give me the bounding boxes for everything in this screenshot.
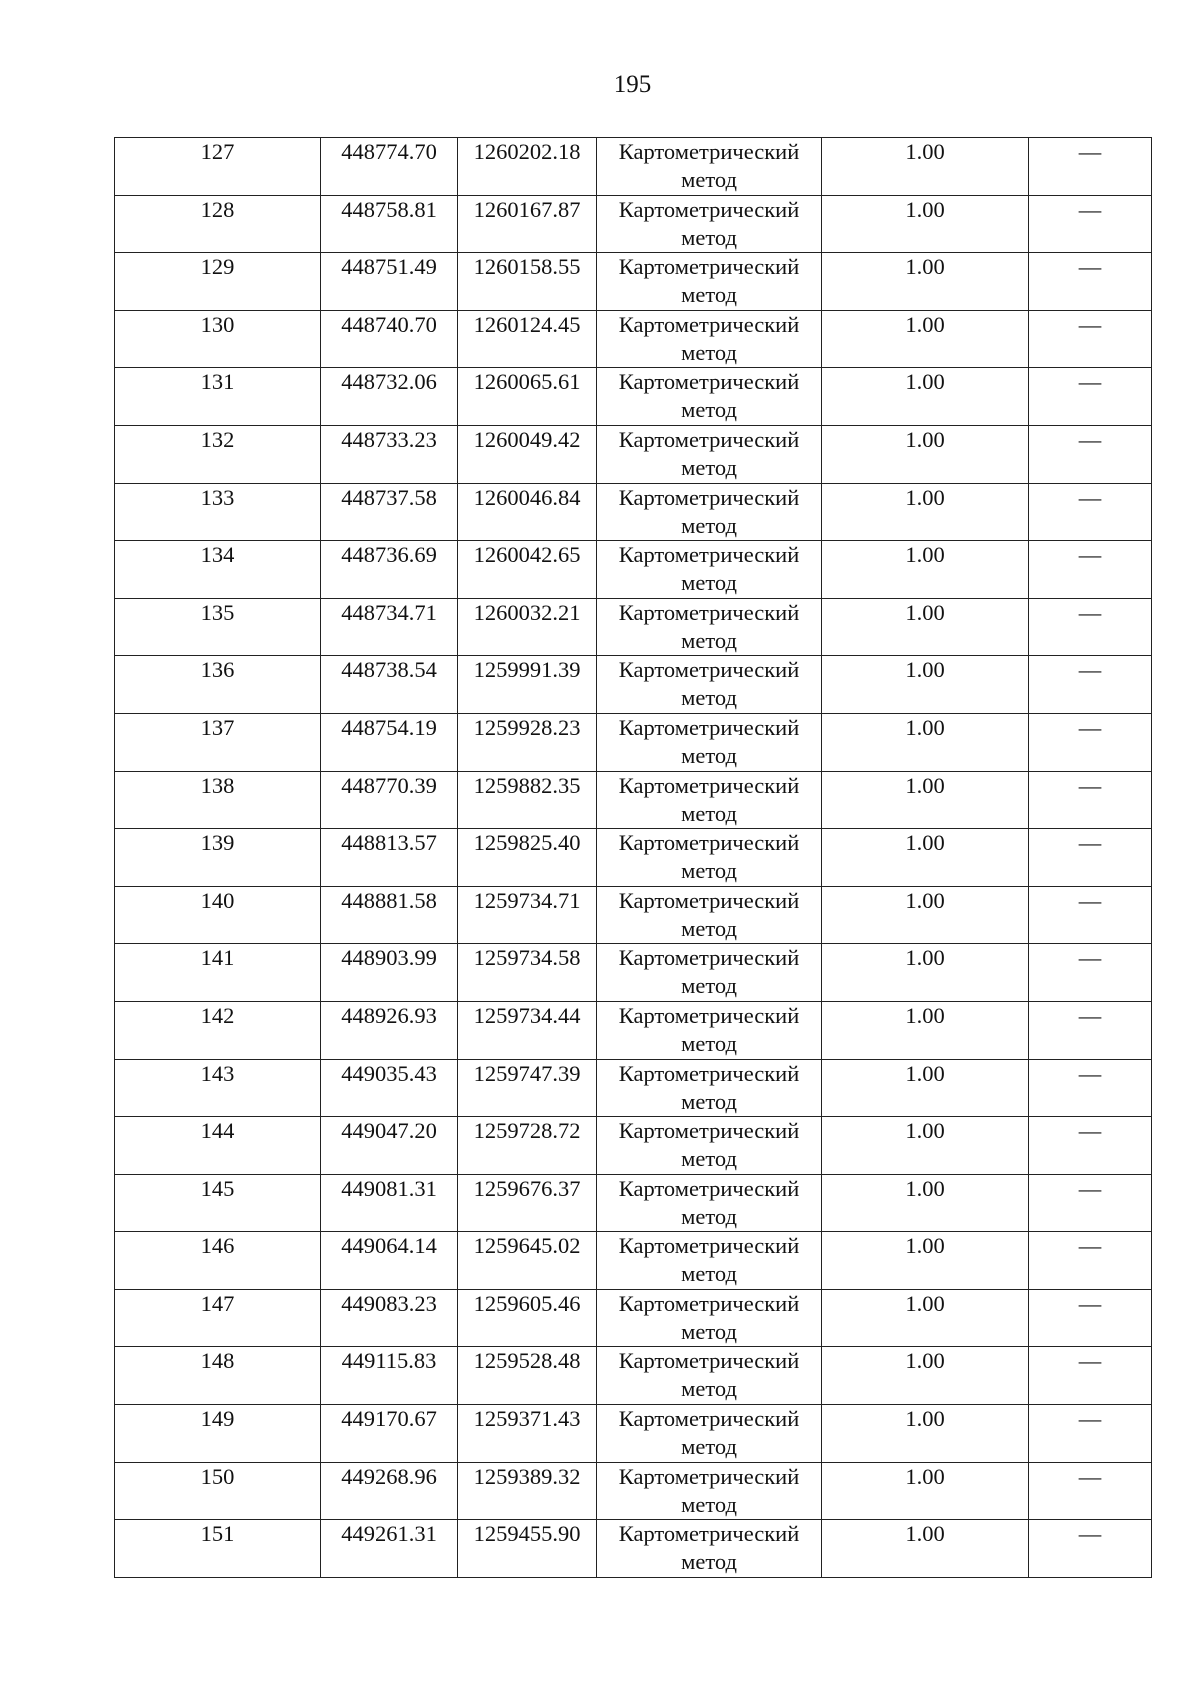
accuracy-cell: 1.00 (822, 944, 1029, 1002)
table-row (115, 368, 1152, 426)
y-coordinate-cell: 1260032.21 (458, 598, 597, 656)
note-cell: — (1029, 1405, 1152, 1463)
accuracy-cell: 1.00 (822, 713, 1029, 771)
accuracy-cell: 1.00 (822, 368, 1029, 426)
accuracy-cell: 1.00 (822, 1117, 1029, 1175)
table-row (115, 1289, 1152, 1347)
note-cell: — (1029, 1289, 1152, 1347)
table-row (115, 886, 1152, 944)
y-coordinate-cell: 1259747.39 (458, 1059, 597, 1117)
accuracy-cell: 1.00 (822, 483, 1029, 541)
table-row (115, 1347, 1152, 1405)
y-coordinate-cell: 1259928.23 (458, 713, 597, 771)
accuracy-cell: 1.00 (822, 195, 1029, 253)
accuracy-cell: 1.00 (822, 1001, 1029, 1059)
note-cell: — (1029, 195, 1152, 253)
page-number: 195 (613, 71, 652, 98)
point-number-cell: 144 (115, 1117, 321, 1175)
method-cell: Картометрический метод (597, 1001, 822, 1059)
x-coordinate-cell: 448903.99 (321, 944, 458, 1002)
table-row (115, 310, 1152, 368)
y-coordinate-cell: 1259371.43 (458, 1405, 597, 1463)
point-number-cell: 146 (115, 1232, 321, 1290)
x-coordinate-cell: 448736.69 (321, 541, 458, 599)
y-coordinate-cell: 1259645.02 (458, 1232, 597, 1290)
x-coordinate-cell: 448733.23 (321, 425, 458, 483)
method-cell: Картометрический метод (597, 713, 822, 771)
note-cell: — (1029, 656, 1152, 714)
method-cell: Картометрический метод (597, 483, 822, 541)
point-number-cell: 129 (115, 253, 321, 311)
note-cell: — (1029, 1232, 1152, 1290)
point-number-cell: 139 (115, 829, 321, 887)
point-number-cell: 145 (115, 1174, 321, 1232)
x-coordinate-cell: 448740.70 (321, 310, 458, 368)
y-coordinate-cell: 1260065.61 (458, 368, 597, 426)
accuracy-cell: 1.00 (822, 138, 1029, 196)
note-cell: — (1029, 368, 1152, 426)
note-cell: — (1029, 541, 1152, 599)
table-row (115, 541, 1152, 599)
accuracy-cell: 1.00 (822, 253, 1029, 311)
accuracy-cell: 1.00 (822, 829, 1029, 887)
method-cell: Картометрический метод (597, 771, 822, 829)
y-coordinate-cell: 1259734.71 (458, 886, 597, 944)
point-number-cell: 138 (115, 771, 321, 829)
accuracy-cell: 1.00 (822, 886, 1029, 944)
note-cell: — (1029, 253, 1152, 311)
y-coordinate-cell: 1260049.42 (458, 425, 597, 483)
note-cell: — (1029, 425, 1152, 483)
note-cell: — (1029, 598, 1152, 656)
x-coordinate-cell: 448737.58 (321, 483, 458, 541)
accuracy-cell: 1.00 (822, 1174, 1029, 1232)
point-number-cell: 127 (115, 138, 321, 196)
y-coordinate-cell: 1259825.40 (458, 829, 597, 887)
table-row (115, 1001, 1152, 1059)
table-row (115, 1462, 1152, 1520)
method-cell: Картометрический метод (597, 368, 822, 426)
x-coordinate-cell: 449115.83 (321, 1347, 458, 1405)
method-cell: Картометрический метод (597, 1347, 822, 1405)
accuracy-cell: 1.00 (822, 1059, 1029, 1117)
x-coordinate-cell: 448881.58 (321, 886, 458, 944)
x-coordinate-cell: 448770.39 (321, 771, 458, 829)
accuracy-cell: 1.00 (822, 771, 1029, 829)
table-row (115, 829, 1152, 887)
method-cell: Картометрический метод (597, 195, 822, 253)
y-coordinate-cell: 1260158.55 (458, 253, 597, 311)
note-cell: — (1029, 1117, 1152, 1175)
coordinates-table (114, 137, 1152, 1578)
point-number-cell: 150 (115, 1462, 321, 1520)
note-cell: — (1029, 1059, 1152, 1117)
point-number-cell: 136 (115, 656, 321, 714)
accuracy-cell: 1.00 (822, 310, 1029, 368)
table-row (115, 195, 1152, 253)
table-row (115, 138, 1152, 196)
note-cell: — (1029, 138, 1152, 196)
point-number-cell: 141 (115, 944, 321, 1002)
table-row (115, 656, 1152, 714)
method-cell: Картометрический метод (597, 656, 822, 714)
note-cell: — (1029, 944, 1152, 1002)
y-coordinate-cell: 1259734.44 (458, 1001, 597, 1059)
note-cell: — (1029, 310, 1152, 368)
accuracy-cell: 1.00 (822, 541, 1029, 599)
table-row (115, 771, 1152, 829)
method-cell: Картометрический метод (597, 541, 822, 599)
point-number-cell: 128 (115, 195, 321, 253)
table-row (115, 1174, 1152, 1232)
x-coordinate-cell: 449081.31 (321, 1174, 458, 1232)
method-cell: Картометрический метод (597, 598, 822, 656)
note-cell: — (1029, 713, 1152, 771)
method-cell: Картометрический метод (597, 886, 822, 944)
x-coordinate-cell: 449261.31 (321, 1520, 458, 1578)
accuracy-cell: 1.00 (822, 1347, 1029, 1405)
x-coordinate-cell: 449035.43 (321, 1059, 458, 1117)
accuracy-cell: 1.00 (822, 598, 1029, 656)
point-number-cell: 140 (115, 886, 321, 944)
point-number-cell: 134 (115, 541, 321, 599)
accuracy-cell: 1.00 (822, 1232, 1029, 1290)
accuracy-cell: 1.00 (822, 425, 1029, 483)
accuracy-cell: 1.00 (822, 1462, 1029, 1520)
note-cell: — (1029, 1174, 1152, 1232)
x-coordinate-cell: 448754.19 (321, 713, 458, 771)
accuracy-cell: 1.00 (822, 656, 1029, 714)
y-coordinate-cell: 1259676.37 (458, 1174, 597, 1232)
y-coordinate-cell: 1260124.45 (458, 310, 597, 368)
x-coordinate-cell: 448732.06 (321, 368, 458, 426)
method-cell: Картометрический метод (597, 1232, 822, 1290)
note-cell: — (1029, 771, 1152, 829)
y-coordinate-cell: 1260167.87 (458, 195, 597, 253)
x-coordinate-cell: 449047.20 (321, 1117, 458, 1175)
point-number-cell: 151 (115, 1520, 321, 1578)
x-coordinate-cell: 448734.71 (321, 598, 458, 656)
note-cell: — (1029, 1347, 1152, 1405)
method-cell: Картометрический метод (597, 253, 822, 311)
accuracy-cell: 1.00 (822, 1289, 1029, 1347)
y-coordinate-cell: 1259882.35 (458, 771, 597, 829)
point-number-cell: 130 (115, 310, 321, 368)
y-coordinate-cell: 1260202.18 (458, 138, 597, 196)
y-coordinate-cell: 1259605.46 (458, 1289, 597, 1347)
y-coordinate-cell: 1259389.32 (458, 1462, 597, 1520)
note-cell: — (1029, 483, 1152, 541)
method-cell: Картометрический метод (597, 1289, 822, 1347)
x-coordinate-cell: 448751.49 (321, 253, 458, 311)
point-number-cell: 137 (115, 713, 321, 771)
x-coordinate-cell: 448926.93 (321, 1001, 458, 1059)
table-row (115, 425, 1152, 483)
table-row (115, 1405, 1152, 1463)
point-number-cell: 132 (115, 425, 321, 483)
table-row (115, 598, 1152, 656)
table-row (115, 1232, 1152, 1290)
note-cell: — (1029, 1462, 1152, 1520)
note-cell: — (1029, 1001, 1152, 1059)
point-number-cell: 147 (115, 1289, 321, 1347)
table-row (115, 713, 1152, 771)
point-number-cell: 142 (115, 1001, 321, 1059)
method-cell: Картометрический метод (597, 1462, 822, 1520)
method-cell: Картометрический метод (597, 138, 822, 196)
method-cell: Картометрический метод (597, 425, 822, 483)
y-coordinate-cell: 1259455.90 (458, 1520, 597, 1578)
table-row (115, 1059, 1152, 1117)
point-number-cell: 131 (115, 368, 321, 426)
y-coordinate-cell: 1259728.72 (458, 1117, 597, 1175)
table-row (115, 253, 1152, 311)
accuracy-cell: 1.00 (822, 1520, 1029, 1578)
y-coordinate-cell: 1259991.39 (458, 656, 597, 714)
x-coordinate-cell: 449064.14 (321, 1232, 458, 1290)
method-cell: Картометрический метод (597, 310, 822, 368)
note-cell: — (1029, 1520, 1152, 1578)
point-number-cell: 149 (115, 1405, 321, 1463)
y-coordinate-cell: 1260042.65 (458, 541, 597, 599)
y-coordinate-cell: 1260046.84 (458, 483, 597, 541)
x-coordinate-cell: 448813.57 (321, 829, 458, 887)
y-coordinate-cell: 1259734.58 (458, 944, 597, 1002)
note-cell: — (1029, 886, 1152, 944)
method-cell: Картометрический метод (597, 1174, 822, 1232)
note-cell: — (1029, 829, 1152, 887)
x-coordinate-cell: 449268.96 (321, 1462, 458, 1520)
table-row (115, 944, 1152, 1002)
point-number-cell: 135 (115, 598, 321, 656)
x-coordinate-cell: 449083.23 (321, 1289, 458, 1347)
x-coordinate-cell: 448758.81 (321, 195, 458, 253)
table-row (115, 1117, 1152, 1175)
x-coordinate-cell: 448774.70 (321, 138, 458, 196)
point-number-cell: 143 (115, 1059, 321, 1117)
coordinates-table-body (115, 138, 1152, 1578)
method-cell: Картометрический метод (597, 1520, 822, 1578)
accuracy-cell: 1.00 (822, 1405, 1029, 1463)
method-cell: Картометрический метод (597, 1059, 822, 1117)
table-row (115, 1520, 1152, 1578)
method-cell: Картометрический метод (597, 1405, 822, 1463)
method-cell: Картометрический метод (597, 944, 822, 1002)
x-coordinate-cell: 449170.67 (321, 1405, 458, 1463)
y-coordinate-cell: 1259528.48 (458, 1347, 597, 1405)
point-number-cell: 133 (115, 483, 321, 541)
table-row (115, 483, 1152, 541)
x-coordinate-cell: 448738.54 (321, 656, 458, 714)
method-cell: Картометрический метод (597, 829, 822, 887)
point-number-cell: 148 (115, 1347, 321, 1405)
method-cell: Картометрический метод (597, 1117, 822, 1175)
